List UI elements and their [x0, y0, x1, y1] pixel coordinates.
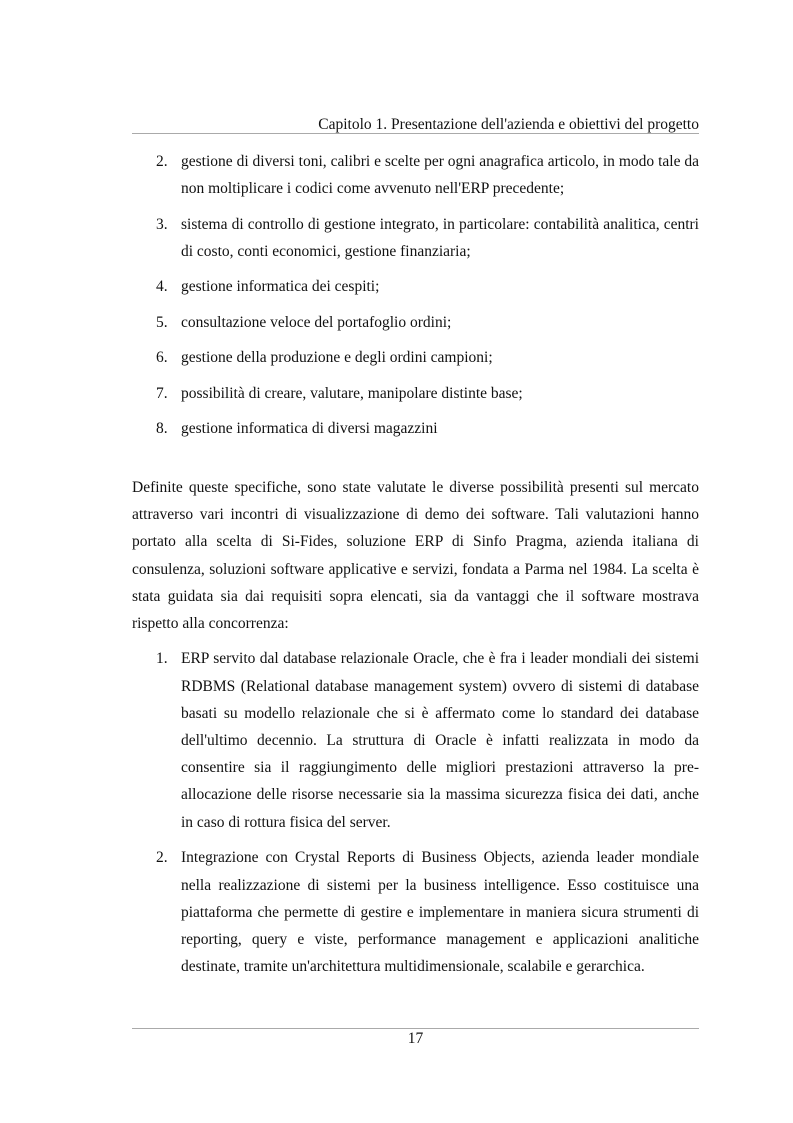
list-item-text: gestione informatica dei cespiti; [181, 278, 380, 296]
list-item [132, 344, 699, 371]
list-item-text: possibilità di creare, valutare, manipolare distinte base; [181, 384, 523, 402]
list-item-number: 1. [156, 650, 168, 668]
list-item-text: sistema di controllo di gestione integrato, in particolare: contabilità analitica, centri di costo, conti economici, gestione finanziaria; [181, 215, 699, 260]
list-item-text: consultazione veloce del portafoglio ordini; [181, 313, 452, 331]
list-item [132, 148, 699, 202]
list-item [132, 380, 699, 407]
list-item-number: 7. [156, 384, 168, 402]
header-rule [132, 133, 699, 134]
footer-rule [132, 1028, 699, 1029]
list-item-text: gestione di diversi toni, calibri e scelte per ogni anagrafica articolo, in modo tale da non moltiplicare i codici come avvenuto nell'ERP precedente; [181, 153, 699, 198]
list-item [132, 211, 699, 265]
list-item-number: 5. [156, 313, 168, 331]
running-header: Capitolo 1. Presentazione dell'azienda e obiettivi del progetto [318, 116, 699, 133]
list-item [132, 415, 699, 442]
list-item-number: 2. [156, 849, 168, 867]
list-item-text: ERP servito dal database relazionale Oracle, che è fra i leader mondiali dei sistemi RDBMS (Relational database management system) ovvero di sistemi di database basati su modello relazionale che si è affermato come lo standard dei database dell'ultimo decennio. La struttura di Oracle è infatti realizzata in modo da consentire sia il raggiungimento delle migliori prestazioni attraverso la pre-allocazione delle risorse necessarie sia la massima sicurezza fisica dei dati, anche in caso di rottura fisica del server. [181, 650, 699, 831]
list-item-number: 4. [156, 278, 168, 296]
list-item-text: Integrazione con Crystal Reports di Business Objects, azienda leader mondiale nella realizzazione di sistemi per la business intelligence. Esso costituisce una piattaforma che permette di gestire e implementare in maniera sicura strumenti di reporting, query e viste, performance management e applicazioni analitiche destinate, tramite un'architettura multidimensionale, scalabile e gerarchica. [181, 849, 699, 976]
list-item-text: gestione informatica di diversi magazzini [181, 420, 438, 438]
body-paragraph: Definite queste specifiche, sono state valutate le diverse possibilità presenti sul mercato attraverso vari incontri di visualizzazione di demo dei software. Tali valutazioni hanno portato alla scelta di Si-Fides, soluzione ERP di Sinfo Pragma, azienda italiana di consulenza, soluzioni software applicative e servizi, fondata a Parma nel 1984. La scelta è stata guidata sia dai requisiti sopra elencati, sia da vantaggi che il software mostrava rispetto alla concorrenza: [132, 478, 699, 633]
list-item [132, 844, 699, 980]
list-item [132, 309, 699, 336]
list-item [132, 273, 699, 300]
requirements-list [132, 148, 699, 443]
list-item-number: 2. [156, 153, 168, 170]
list-item-number: 3. [156, 215, 168, 233]
page-number: 17 [407, 1030, 424, 1047]
page-body [132, 148, 699, 989]
list-item-text: gestione della produzione e degli ordini campioni; [181, 349, 493, 367]
list-item-number: 6. [156, 349, 168, 367]
list-item [132, 645, 699, 835]
list-item-number: 8. [156, 420, 168, 438]
advantages-list [132, 645, 699, 980]
